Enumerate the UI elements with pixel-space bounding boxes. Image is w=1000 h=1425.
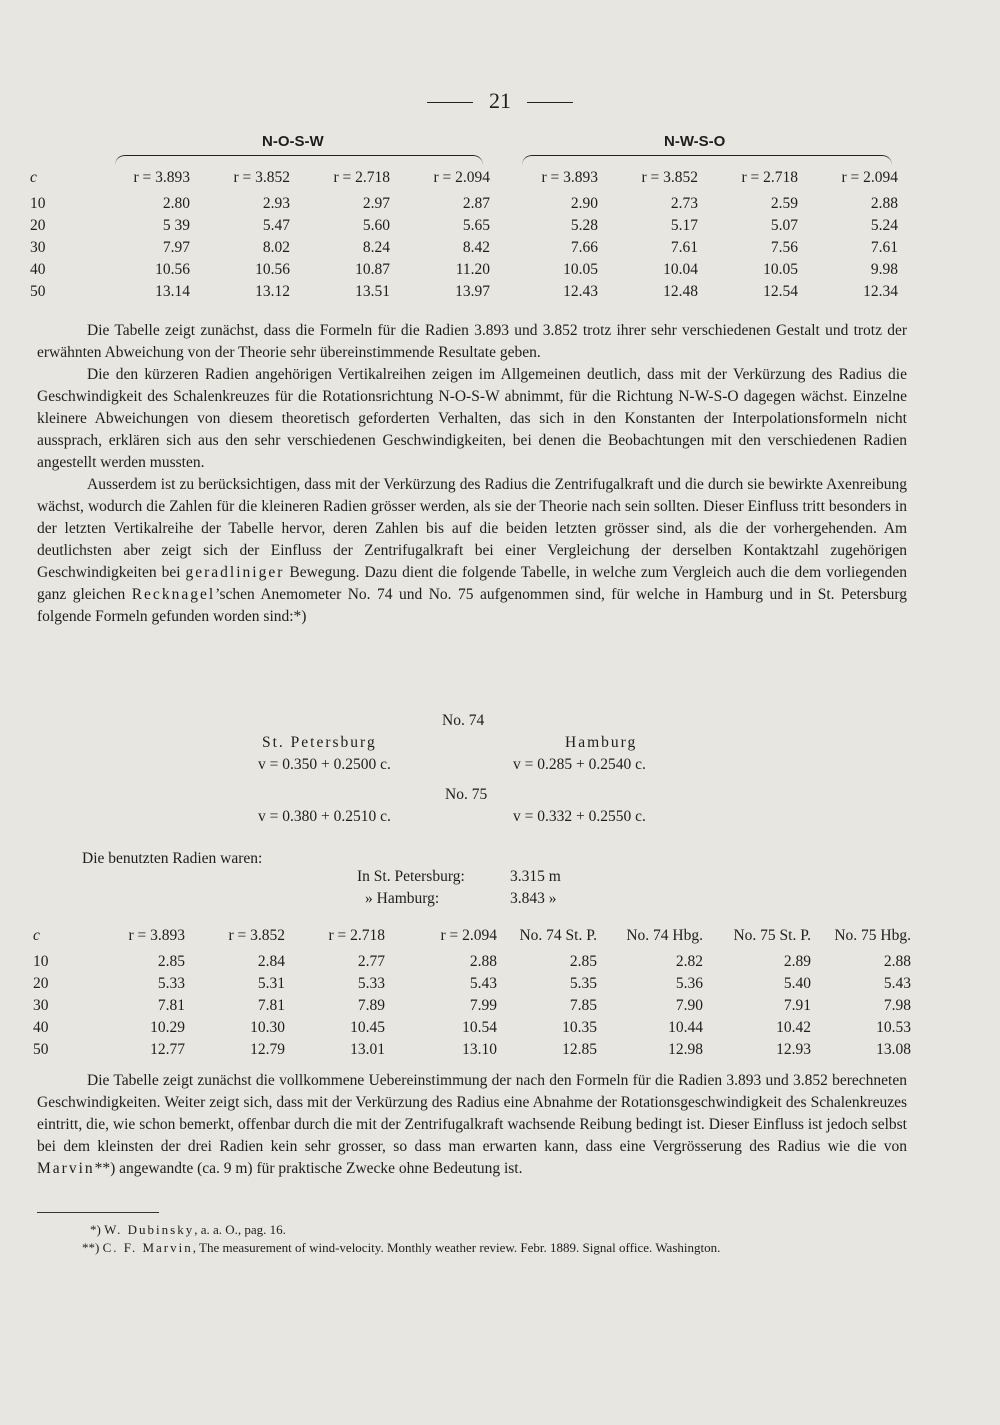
table-cell: 10.56 [255,261,290,278]
column-header: No. 74 St. P. [519,927,597,944]
table-cell: 13.08 [876,1041,911,1058]
table-cell: 8.02 [262,239,290,256]
table-cell: 20 [33,975,49,992]
table-cell: 7.61 [870,239,898,256]
page-number-rule-left [427,102,473,103]
table-cell: 12.54 [763,283,798,300]
table-cell: 12.93 [776,1041,811,1058]
table-cell: 7.97 [162,239,190,256]
table-cell: 2.80 [162,195,190,212]
column-header: r = 2.094 [841,169,898,186]
column-header: No. 75 St. P. [733,927,811,944]
formula-heading-no75: No. 75 [445,786,488,803]
table-cell: 10.29 [150,1019,185,1036]
table-cell: 2.88 [870,195,898,212]
table-cell: 2.88 [883,953,911,970]
column-header: r = 2.094 [433,169,490,186]
table-row [30,237,898,259]
footnote-1-text: , a. a. O., pag. 16. [194,1222,286,1237]
table-cell: 7.89 [357,997,385,1014]
paragraph-3-part-c: ’schen Anemometer No. 74 und No. 75 aufgenommen sind, für welche in Hamburg und in St. Petersburg folgende Formeln gefunden worden sind:*) [37,586,908,625]
table-cell: 13.51 [355,283,390,300]
table-header-row [33,921,911,951]
table-cell: 7.66 [570,239,598,256]
group-heading-left: N-O-S-W [262,133,324,150]
table-cell: 10.42 [776,1019,811,1036]
footnote-1-author: W. Dubinsky [104,1222,195,1237]
table-cell: 5.07 [770,217,798,234]
table-cell: 30 [30,239,46,256]
table-row [33,951,911,973]
footnote-2 [82,1240,720,1256]
table-cell: 12.77 [150,1041,185,1058]
table-cell: 10.53 [876,1019,911,1036]
paragraph-2: Die den kürzeren Radien angehörigen Vertikalreihen zeigen im Allgemeinen deutlich, dass mit der Verkürzung des Radius die Geschwindigkeit des Schalenkreuzes für die Rotationsrichtung N-O-S-W abnimmt, für die Richtung N-W-S-O dagegen wächst. Einzelne kleinere Abweichungen von diesem theoretisch geforderten Verhalten, das sich in den Konstanten der Interpolationsformeln nicht aussprach, erklären sich aus den sehr verschiedenen Geschwindigkeiten, bei denen die Beobachtungen mit den verschiedenen Radien angestellt werden mussten. [37,366,907,471]
table-cell: 10.87 [355,261,390,278]
table-cell: 10.35 [562,1019,597,1036]
table-cell: 13.10 [462,1041,497,1058]
table-cell: 7.56 [770,239,798,256]
table-cell: 5.24 [870,217,898,234]
table-cell: 12.98 [668,1041,703,1058]
table-cell: 8.42 [462,239,490,256]
paragraph-4 [37,1070,907,1180]
table-cell: 2.85 [569,953,597,970]
table-row [33,973,911,995]
column-header: No. 74 Hbg. [626,927,703,944]
table-cell: 5.33 [357,975,385,992]
table-cell: 13.97 [455,283,490,300]
footnote-2-mark: **) [82,1240,100,1255]
table-cell: 5.17 [670,217,698,234]
table-cell: 2.89 [783,953,811,970]
table-cell: 40 [33,1019,49,1036]
table-cell: 7.81 [257,997,285,1014]
table-row [33,995,911,1017]
column-header: r = 3.893 [128,927,185,944]
table-cell: 2.77 [357,953,385,970]
table-cell: 50 [33,1041,49,1058]
table-cell: 2.82 [675,953,703,970]
column-header: r = 2.718 [328,927,385,944]
table-cell: 9.98 [870,261,898,278]
paragraph-1: Die Tabelle zeigt zunächst, dass die Formeln für die Radien 3.893 und 3.852 trotz ihrer sehr verschiedenen Gestalt und trotz der erwähnten Abweichung von der Theorie sehr übereinstimmende Resultate geben. [37,322,907,361]
table-cell: 2.90 [570,195,598,212]
page-number-rule-right [527,102,573,103]
table-comparison [33,921,911,1061]
group-heading-right: N-W-S-O [664,133,726,150]
table-cell: 7.61 [670,239,698,256]
table-cell: 2.97 [362,195,390,212]
column-header: r = 3.852 [233,169,290,186]
table-cell: 5.28 [570,217,598,234]
radien-intro: Die benutzten Radien waren: [82,850,263,867]
table-cell: 12.43 [563,283,598,300]
radien-stp-value: 3.315 m [510,868,561,885]
formula-hbg-75: v = 0.332 + 0.2550 c. [513,808,646,825]
radien-hbg-label: » Hamburg: [365,890,440,907]
table-cell: 7.90 [675,997,703,1014]
column-header: r = 3.893 [541,169,598,186]
table-cell: 13.01 [350,1041,385,1058]
table-cell: 13.14 [155,283,190,300]
page-number [0,88,1000,114]
table-cell: 5 39 [162,217,190,234]
table-cell: 7.85 [569,997,597,1014]
table-cell: 5.43 [883,975,911,992]
footnote-2-text: , The measurement of wind-velocity. Monthly weather review. Febr. 1889. Signal office. Washington. [192,1240,721,1255]
table-cell: 2.84 [257,953,285,970]
column-header: r = 2.094 [440,927,497,944]
table-cell: 10.56 [155,261,190,278]
formula-stp-75: v = 0.380 + 0.2510 c. [258,808,391,825]
column-header: r = 3.852 [228,927,285,944]
table-cell: 50 [30,283,46,300]
spaced-name-marvin: Marvin [37,1160,95,1177]
paragraph-3-part-b: Bewegung. Dazu dient die folgende Tabelle, in welche zum Vergleich auch die dem vorliegenden ganz gleichen [37,564,907,603]
table-cell: 10 [30,195,46,212]
table-cell: 2.93 [262,195,290,212]
table-cell: 10.04 [663,261,698,278]
table-cell: 40 [30,261,46,278]
text-block-2 [37,1070,907,1180]
table-cell: 7.98 [883,997,911,1014]
table-row [30,281,898,303]
table-cell: 12.34 [863,283,898,300]
table-cell: 10.45 [350,1019,385,1036]
footnote-2-author: C. F. Marvin [102,1240,193,1255]
table-cell: 5.31 [257,975,285,992]
table-cell: 5.47 [262,217,290,234]
table-cell: 12.79 [250,1041,285,1058]
paragraph-3 [37,474,907,628]
column-header: c [30,169,37,186]
table-cell: 12.48 [663,283,698,300]
table-row [30,259,898,281]
table-cell: 30 [33,997,49,1014]
table-cell: 2.88 [469,953,497,970]
table-cell: 7.91 [783,997,811,1014]
table-cell: 10.30 [250,1019,285,1036]
table-header-row [30,163,898,193]
footnote-rule [37,1212,159,1213]
table-cell: 10.54 [462,1019,497,1036]
paragraph-4-part-b: **) angewandte (ca. 9 m) für praktische Zwecke ohne Bedeutung ist. [94,1160,523,1177]
column-header: r = 3.893 [133,169,190,186]
table-cell: 7.81 [157,997,185,1014]
footnote-1 [90,1222,286,1238]
paragraph-3-part-a: Ausserdem ist zu berücksichtigen, dass mit der Verkürzung des Radius die Zentrifugalkraft und die durch sie bewirkte Axenreibung wächst, wodurch die Zahlen für die kleineren Radien grösser werden, als sie der Theorie nach sein sollten. Dieser Einfluss tritt besonders in der letzten Vertikalreihe der Tabelle hervor, deren Zahlen bis auf die beiden letzten grösser sind, als die der vorhergehenden. Am deutlichsten aber zeigt sich der Einfluss der Zentrifugalkraft bei einer Vergleichung der derselben Kontaktzahl zugehörigen Geschwindigkeiten bei [37,476,907,581]
table-row [33,1017,911,1039]
table-cell: 2.85 [157,953,185,970]
column-header: No. 75 Hbg. [834,927,911,944]
table-cell: 5.36 [675,975,703,992]
table-row [30,215,898,237]
formula-label-st-petersburg: St. Petersburg [262,734,377,751]
table-cell: 12.85 [562,1041,597,1058]
formula-hbg-74: v = 0.285 + 0.2540 c. [513,756,646,773]
formula-label-hamburg: Hamburg [565,734,638,751]
page-number-text: 21 [489,88,511,113]
table-cell: 2.73 [670,195,698,212]
text-block-1 [37,320,907,628]
table-cell: 10 [33,953,49,970]
spaced-term-geradliniger: geradliniger [185,564,285,581]
table-cell: 10.05 [763,261,798,278]
formula-heading-no74: No. 74 [442,712,485,729]
table-cell: 5.65 [462,217,490,234]
radien-stp-label: In St. Petersburg: [357,868,465,885]
table-cell: 11.20 [455,261,490,278]
table-cell: 5.35 [569,975,597,992]
column-header: c [33,927,40,944]
table-nosw-nwso [30,163,898,303]
table-cell: 10.05 [563,261,598,278]
table-cell: 7.99 [469,997,497,1014]
table-row [30,193,898,215]
column-header: r = 3.852 [641,169,698,186]
table-cell: 5.60 [362,217,390,234]
table-cell: 2.87 [462,195,490,212]
table-cell: 5.33 [157,975,185,992]
radien-hbg-value: 3.843 » [510,890,557,907]
table-cell: 10.44 [668,1019,703,1036]
paragraph-4-part-a: Die Tabelle zeigt zunächst die vollkommene Uebereinstimmung der nach den Formeln für die Radien 3.893 und 3.852 berechneten Geschwindigkeiten. Weiter zeigt sich, dass mit der Verkürzung des Radius eine Abnahme der Rotationsgeschwindigkeit des Schalenkreuzes eintritt, die, wie schon bemerkt, offenbar durch die mit der Zentrifugalkraft wachsende Reibung bedingt ist. Dieser Einfluss ist jedoch selbst bei dem kleinsten der drei Radien kein sehr grosser, so dass man erwarten kann, dass eine Vergrösserung des Radius wie die von [37,1072,907,1155]
table-row [33,1039,911,1061]
spaced-name-recknagel: Recknagel [131,586,216,603]
footnote-1-mark: *) [90,1222,101,1237]
table-cell: 2.59 [770,195,798,212]
table-cell: 8.24 [362,239,390,256]
table-cell: 20 [30,217,46,234]
formula-stp-74: v = 0.350 + 0.2500 c. [258,756,391,773]
table-cell: 5.43 [469,975,497,992]
table-cell: 5.40 [783,975,811,992]
column-header: r = 2.718 [333,169,390,186]
column-header: r = 2.718 [741,169,798,186]
table-cell: 13.12 [255,283,290,300]
